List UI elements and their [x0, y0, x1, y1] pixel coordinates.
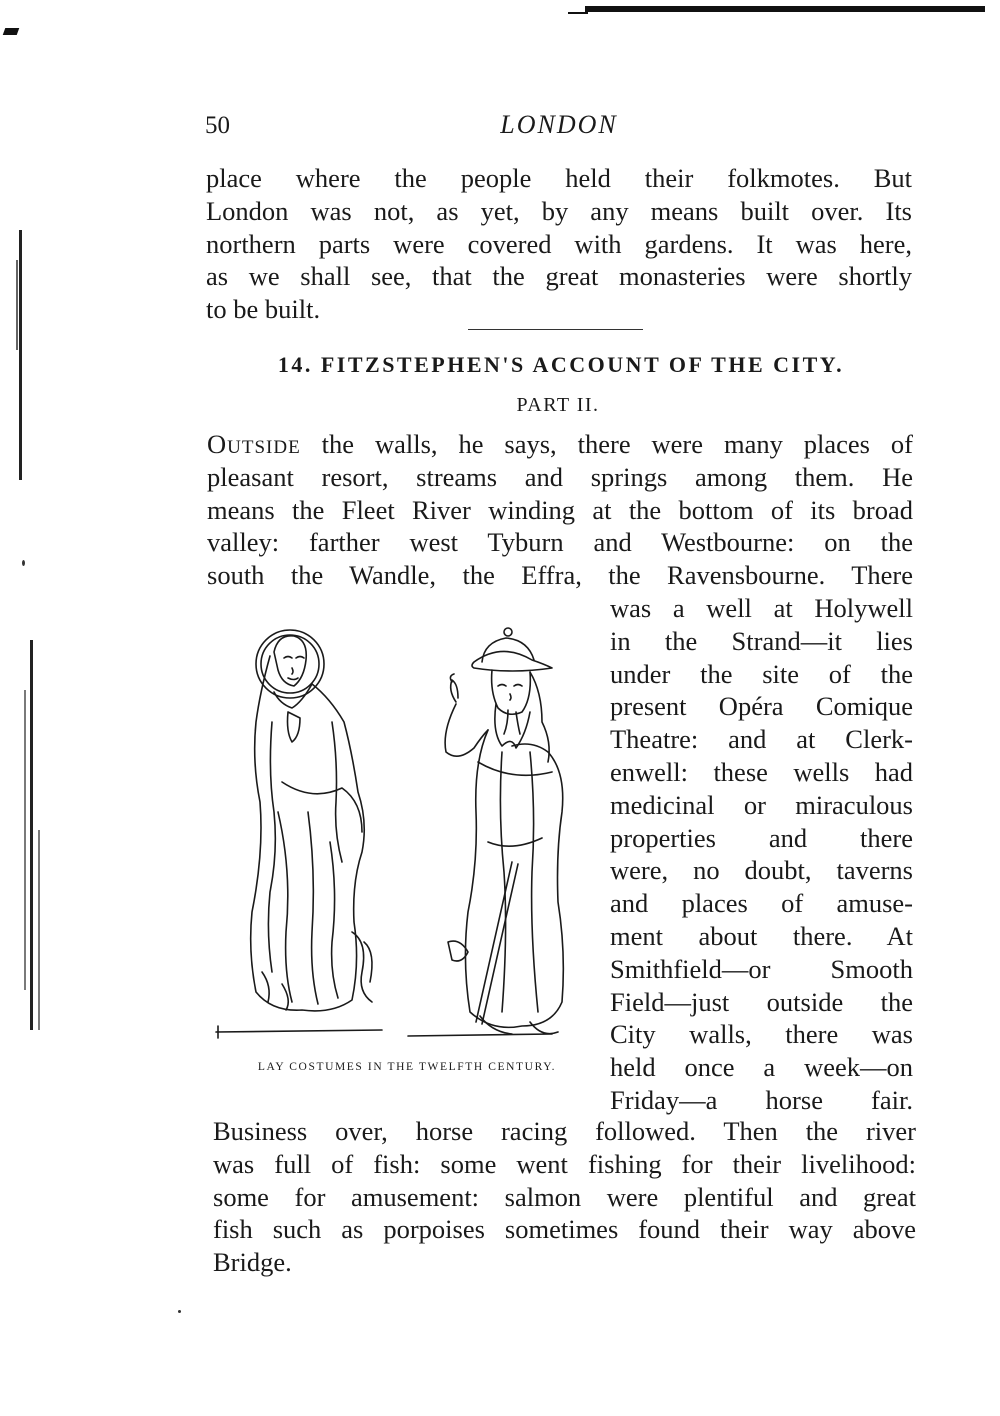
text-line: properties and there: [610, 822, 913, 853]
text-line: present Opéra Comique: [610, 691, 913, 722]
text-line: northern parts were covered with gardens. It was here,: [206, 228, 912, 259]
paragraph-business-over: [213, 1115, 916, 1279]
scan-top-rule-tail: [568, 12, 588, 14]
text-line: were, no doubt, taverns: [610, 855, 913, 886]
text-line: under the site of the: [610, 658, 913, 689]
text-line: ment about there. At: [610, 920, 913, 951]
text-line-rest: the walls, he says, there were many places of: [321, 429, 913, 459]
paragraph-continuation: [206, 162, 912, 326]
lay-costumes-illustration: [212, 612, 602, 1052]
lead-word: Outside: [207, 429, 301, 459]
section-heading: 14. FITZSTEPHEN'S ACCOUNT OF THE CITY.: [277, 352, 845, 377]
text-line: means the Fleet River winding at the bottom of its broad: [207, 494, 913, 525]
scan-speck: [178, 1310, 181, 1313]
bearded-male-figure: [445, 628, 563, 1034]
text-line: London was not, as yet, by any means built over. Its: [206, 195, 912, 226]
text-line: Business over, horse racing followed. Then the river: [213, 1116, 916, 1146]
text-line: City walls, there was: [610, 1019, 913, 1050]
text-line: was a well at Holywell: [610, 593, 913, 623]
figure-caption: LAY COSTUMES IN THE TWELFTH CENTURY.: [257, 1061, 557, 1073]
text-line: in the Strand—it lies: [610, 625, 913, 656]
paragraph-outside-walls: [207, 428, 913, 592]
text-line: Friday—a horse fair.: [610, 1084, 913, 1115]
text-line: held once a week—on: [610, 1052, 913, 1083]
binding-edge-lower-shadow-2: [38, 830, 40, 1030]
running-head-title: LONDON: [500, 110, 618, 139]
section-divider: [468, 329, 643, 330]
text-line: place where the people held their folkmotes. But: [206, 163, 912, 193]
text-line: fish such as porpoises sometimes found their way above: [213, 1214, 916, 1245]
paragraph-side-column: [610, 592, 913, 1117]
haloed-female-figure: [251, 630, 372, 1011]
text-line: [207, 428, 913, 461]
text-line: Smithfield—or Smooth: [610, 953, 913, 984]
text-line: and places of amuse-: [610, 888, 913, 919]
text-line: pleasant resort, streams and springs among them. He: [207, 461, 913, 492]
text-line: south the Wandle, the Effra, the Ravensbourne. There: [207, 560, 913, 591]
scan-speck: [22, 560, 25, 566]
scan-corner-mark: [3, 28, 20, 35]
text-line: Bridge.: [213, 1247, 292, 1278]
text-line: valley: farther west Tyburn and Westbourne: on the: [207, 527, 913, 558]
text-line: was full of fish: some went fishing for their livelihood:: [213, 1148, 916, 1179]
text-line: Field—just outside the: [610, 986, 913, 1017]
text-line: some for amusement: salmon were plentiful and great: [213, 1181, 916, 1212]
text-line: Theatre: and at Clerk-: [610, 724, 913, 755]
binding-edge-lower-shadow: [24, 690, 26, 990]
ground-line: [216, 1030, 552, 1036]
scan-top-rule: [585, 6, 985, 12]
text-line: as we shall see, that the great monasteries were shortly: [206, 261, 912, 292]
part-heading: PART II.: [516, 394, 600, 416]
text-line: medicinal or miraculous: [610, 789, 913, 820]
binding-edge-lower: [30, 640, 33, 1030]
text-line: to be built.: [206, 294, 321, 325]
page-number: 50: [205, 112, 230, 139]
binding-edge-upper-shadow: [16, 260, 18, 350]
text-line: enwell: these wells had: [610, 756, 913, 787]
